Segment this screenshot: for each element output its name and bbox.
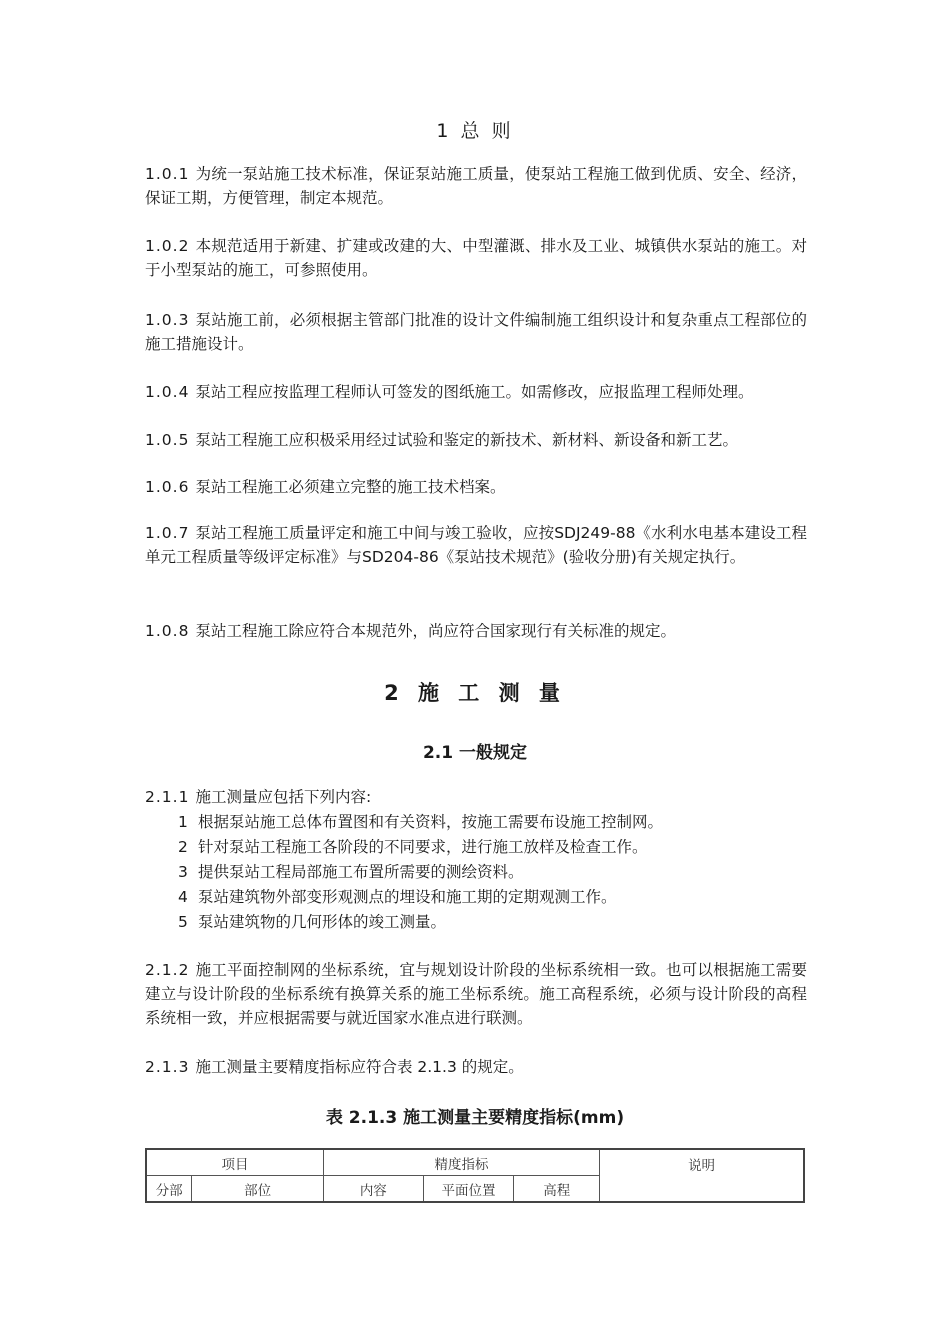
clause-number: 2.1.1 bbox=[145, 788, 190, 806]
clause-text: 为统一泵站施工技术标准，保证泵站施工质量，使泵站工程施工做到优质、安全、经济，保证工期，方便管理，制定本规范。 bbox=[145, 165, 807, 207]
clause-number: 1.0.6 bbox=[145, 478, 190, 496]
header-plane: 平面位置 bbox=[423, 1176, 514, 1203]
header-note: 说明 bbox=[600, 1149, 804, 1202]
header-content: 内容 bbox=[323, 1176, 423, 1203]
clause-1-0-6 bbox=[145, 475, 807, 499]
list-item-number: 5 bbox=[178, 913, 188, 931]
clause-1-0-2 bbox=[145, 234, 807, 282]
list-item-number: 3 bbox=[178, 863, 188, 881]
clause-text: 本规范适用于新建、扩建或改建的大、中型灌溉、排水及工业、城镇供水泵站的施工。对于小型泵站的施工，可参照使用。 bbox=[145, 237, 807, 279]
clause-text: 施工测量主要精度指标应符合表 2.1.3 的规定。 bbox=[195, 1058, 524, 1076]
clause-1-0-1 bbox=[145, 162, 807, 210]
list-item-text: 提供泵站工程局部施工布置所需要的测绘资料。 bbox=[198, 863, 524, 881]
list-item-text: 针对泵站工程施工各阶段的不同要求，进行施工放样及检查工作。 bbox=[198, 838, 648, 856]
clause-text: 泵站工程施工必须建立完整的施工技术档案。 bbox=[195, 478, 506, 496]
chapter-1-title: 1 总 则 bbox=[436, 120, 514, 142]
list-item bbox=[178, 860, 524, 884]
header-elevation: 高程 bbox=[514, 1176, 600, 1203]
list-item bbox=[178, 910, 446, 934]
clause-text: 施工测量应包括下列内容: bbox=[195, 788, 372, 806]
header-position: 部位 bbox=[192, 1176, 324, 1203]
clause-text: 施工平面控制网的坐标系统，宜与规划设计阶段的坐标系统相一致。也可以根据施工需要建立与设计阶段的坐标系统有换算关系的施工坐标系统。施工高程系统，必须与设计阶段的高程系统相一致，并应根据需要与就近国家水准点进行联测。 bbox=[145, 961, 807, 1027]
clause-number: 1.0.7 bbox=[145, 524, 190, 542]
list-item bbox=[178, 810, 663, 834]
clause-2-1-1 bbox=[145, 785, 807, 809]
section-2-1-title: 2.1 一般规定 bbox=[422, 743, 528, 763]
clause-1-0-4 bbox=[145, 380, 807, 404]
clause-number: 1.0.3 bbox=[145, 311, 190, 329]
header-part: 分部 bbox=[146, 1176, 192, 1203]
table-header-row bbox=[146, 1149, 804, 1176]
table-caption: 表 2.1.3 施工测量主要精度指标(mm) bbox=[325, 1108, 625, 1128]
clause-text: 泵站工程施工除应符合本规范外，尚应符合国家现行有关标准的规定。 bbox=[195, 622, 676, 640]
chapter-2-title: 2 施 工 测 量 bbox=[384, 681, 566, 705]
clause-1-0-3 bbox=[145, 308, 807, 356]
clause-text: 泵站施工前，必须根据主管部门批准的设计文件编制施工组织设计和复杂重点工程部位的施工措施设计。 bbox=[145, 311, 807, 353]
clause-1-0-7 bbox=[145, 521, 807, 569]
list-item-text: 泵站建筑物的几何形体的竣工测量。 bbox=[198, 913, 447, 931]
clause-text: 泵站工程施工应积极采用经过试验和鉴定的新技术、新材料、新设备和新工艺。 bbox=[195, 431, 738, 449]
clause-number: 1.0.5 bbox=[145, 431, 190, 449]
list-item bbox=[178, 835, 648, 859]
header-precision: 精度指标 bbox=[323, 1149, 599, 1176]
clause-number: 1.0.4 bbox=[145, 383, 190, 401]
clause-text: 泵站工程施工质量评定和施工中间与竣工验收，应按SDJ249-88《水利水电基本建设工程单元工程质量等级评定标准》与SD204-86《泵站技术规范》(验收分册)有关规定执行。 bbox=[145, 524, 807, 566]
clause-number: 1.0.8 bbox=[145, 622, 190, 640]
clause-number: 2.1.2 bbox=[145, 961, 190, 979]
list-item bbox=[178, 885, 617, 909]
clause-text: 泵站工程应按监理工程师认可签发的图纸施工。如需修改，应报监理工程师处理。 bbox=[195, 383, 754, 401]
list-item-text: 根据泵站施工总体布置图和有关资料，按施工需要布设施工控制网。 bbox=[198, 813, 664, 831]
list-item-number: 1 bbox=[178, 813, 188, 831]
precision-table bbox=[145, 1148, 805, 1203]
clause-1-0-8 bbox=[145, 619, 807, 643]
clause-2-1-3 bbox=[145, 1055, 807, 1079]
clause-number: 1.0.1 bbox=[145, 165, 190, 183]
clause-number: 1.0.2 bbox=[145, 237, 190, 255]
clause-number: 2.1.3 bbox=[145, 1058, 190, 1076]
clause-1-0-5 bbox=[145, 428, 807, 452]
list-item-number: 4 bbox=[178, 888, 188, 906]
clause-2-1-2 bbox=[145, 958, 807, 1030]
header-item: 项目 bbox=[146, 1149, 323, 1176]
list-item-number: 2 bbox=[178, 838, 188, 856]
list-item-text: 泵站建筑物外部变形观测点的埋设和施工期的定期观测工作。 bbox=[198, 888, 617, 906]
